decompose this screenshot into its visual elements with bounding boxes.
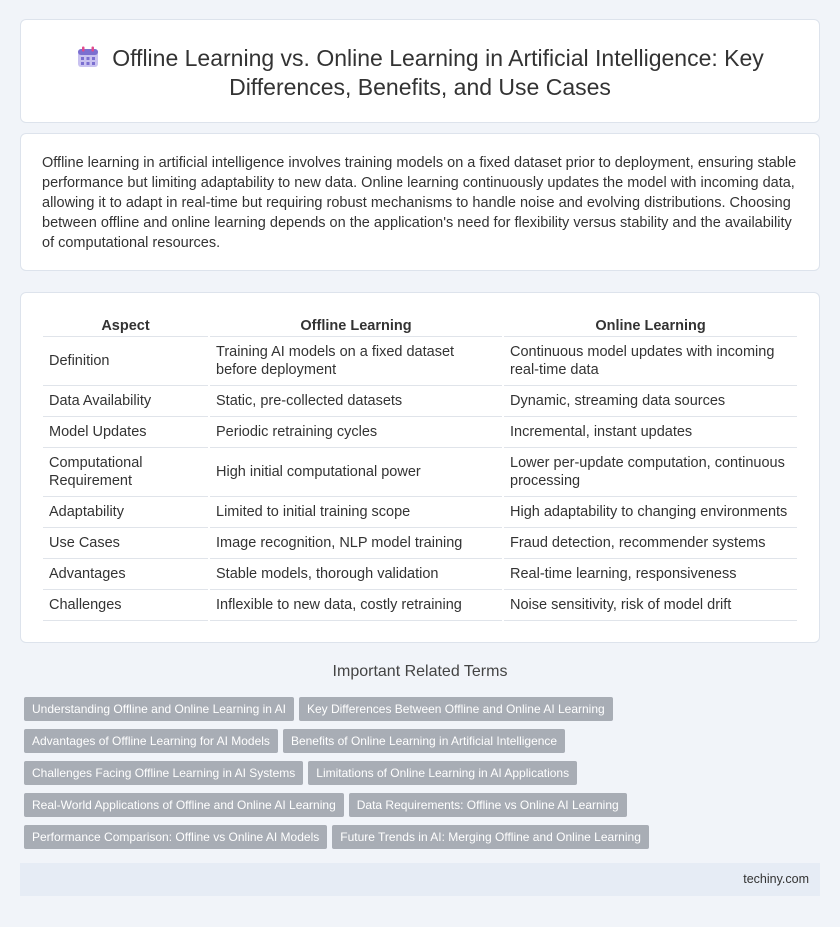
comparison-table [41,315,799,621]
cell-online: High adaptability to changing environments [504,497,797,528]
cell-aspect: Computational Requirement [43,448,208,497]
cell-online: Lower per-update computation, continuous processing [504,448,797,497]
related-term-tag[interactable]: Future Trends in AI: Merging Offline and Online Learning [332,825,649,849]
table-row [43,559,797,590]
related-term-tag[interactable]: Limitations of Online Learning in AI Applications [308,761,577,785]
title-line-2: Differences, Benefits, and Use Cases [229,74,611,100]
cell-online: Real-time learning, responsiveness [504,559,797,590]
header-online: Online Learning [504,315,797,337]
footer-site-link[interactable]: techiny.com [743,872,809,886]
cell-online: Continuous model updates with incoming real-time data [504,337,797,386]
title-card [20,19,820,123]
header-aspect: Aspect [43,315,208,337]
table-row [43,337,797,386]
comparison-card [20,292,820,643]
cell-offline: Static, pre-collected datasets [210,386,502,417]
intro-card [20,133,820,271]
related-terms-heading: Important Related Terms [332,663,508,680]
table-row [43,448,797,497]
related-terms-list [24,697,824,857]
related-term-tag[interactable]: Understanding Offline and Online Learning in AI [24,697,294,721]
cell-offline: Image recognition, NLP model training [210,528,502,559]
header-offline: Offline Learning [210,315,502,337]
table-row [43,386,797,417]
related-term-tag[interactable]: Real-World Applications of Offline and Online AI Learning [24,793,344,817]
related-term-tag[interactable]: Performance Comparison: Offline vs Online AI Models [24,825,327,849]
cell-online: Incremental, instant updates [504,417,797,448]
page-title [21,44,819,102]
footer [20,863,820,896]
table-row [43,497,797,528]
related-term-tag[interactable]: Advantages of Offline Learning for AI Models [24,729,278,753]
cell-offline: High initial computational power [210,448,502,497]
cell-aspect: Challenges [43,590,208,621]
cell-aspect: Use Cases [43,528,208,559]
cell-offline: Limited to initial training scope [210,497,502,528]
related-term-tag[interactable]: Key Differences Between Offline and Online AI Learning [299,697,613,721]
cell-aspect: Data Availability [43,386,208,417]
table-row [43,528,797,559]
cell-offline: Training AI models on a fixed dataset before deployment [210,337,502,386]
table-row [43,590,797,621]
intro-paragraph: Offline learning in artificial intelligence involves training models on a fixed dataset prior to deployment, ensuring stable performance but limiting adaptability to new data. Online learning continuously updates the model with incoming data, allowing it to adapt in real-time but requiring robust mechanisms to handle noise and evolving distributions. Choosing between offline and online learning depends on the application's need for flexibility versus stability and the availability of computational resources. [42,155,797,251]
calendar-icon [76,45,100,69]
cell-aspect: Definition [43,337,208,386]
cell-online: Noise sensitivity, risk of model drift [504,590,797,621]
cell-aspect: Adaptability [43,497,208,528]
cell-aspect: Advantages [43,559,208,590]
cell-online: Dynamic, streaming data sources [504,386,797,417]
cell-offline: Periodic retraining cycles [210,417,502,448]
cell-online: Fraud detection, recommender systems [504,528,797,559]
title-line-1: Offline Learning vs. Online Learning in Artificial Intelligence: Key [112,45,764,71]
table-header-row [43,315,797,337]
cell-offline: Inflexible to new data, costly retraining [210,590,502,621]
related-term-tag[interactable]: Benefits of Online Learning in Artificial Intelligence [283,729,565,753]
cell-aspect: Model Updates [43,417,208,448]
related-term-tag[interactable]: Data Requirements: Offline vs Online AI Learning [349,793,627,817]
related-term-tag[interactable]: Challenges Facing Offline Learning in AI Systems [24,761,303,785]
cell-offline: Stable models, thorough validation [210,559,502,590]
table-row [43,417,797,448]
